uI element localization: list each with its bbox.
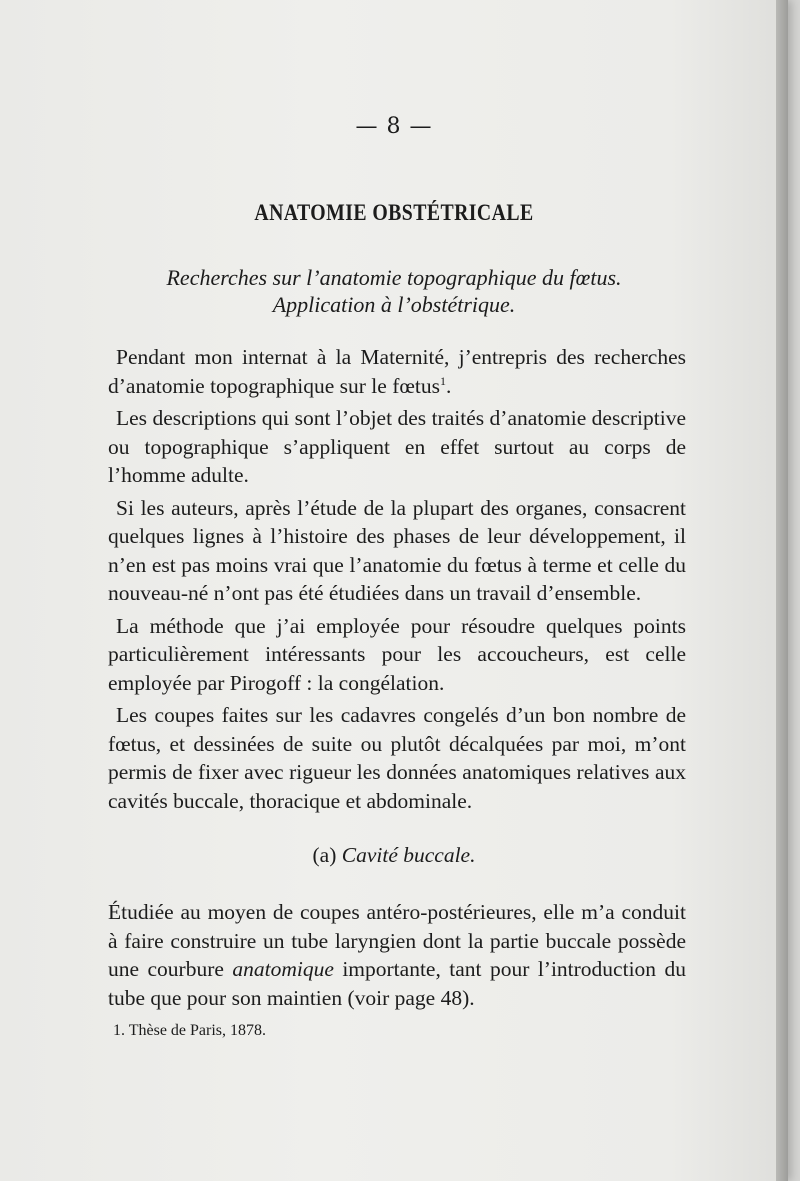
section-title: Cavité buccale. [341,843,476,867]
subtitle-line-1: Recherches sur l’anatomie topographique du fœtus. [166,265,622,290]
footnote-reference: 1 [439,373,446,388]
footnote: 1. Thèse de Paris, 1878. [113,1022,267,1039]
paragraph-2: Les descriptions qui sont l’objet des traités d’anatomie descriptive ou topographique s’appliquent en effet surtout au corps de l’homme adulte. [108,406,686,487]
section-marker: (a) [312,843,337,867]
section-heading [0,843,788,868]
chapter-heading: ANATOMIE OBSTÉTRICALE [254,200,534,225]
subtitle-line-2: Application à l’obstétrique. [272,292,516,317]
section-body [108,898,686,1012]
paragraph-1: Pendant mon internat à la Maternité, j’entrepris des recherches d’anatomie topographique sur le fœtus$^1$. [108,345,686,398]
paragraph-3: Si les auteurs, après l’étude de la plupart des organes, consacrent quelques lignes à l’histoire des phases de leur développement, il n’en est pas moins vrai que l’anatomie du fœtus à terme et celle du nouveau-né n’ont pas été étudiées dans un travail d’ensemble. [108,495,686,605]
page-edge [776,0,788,1181]
body-text [108,343,686,819]
paragraph-5: Les coupes faites sur les cadavres congelés d’un bon nombre de fœtus, et dessinées de suite ou plutôt décalquées par moi, m’ont permis de fixer avec rigueur les données anatomiques relatives aux cavités buccale, thoracique et abdominale. [108,703,686,813]
section-paragraph: Étudiée au moyen de coupes antéro-postérieures, elle m’a conduit à faire construire un tube laryngien dont la partie buccale possède une courbure anatomique importante, tant pour l’introduction du tube que pour son maintien (voir page 48). [108,900,686,1010]
emphasis: anatomique [232,957,334,981]
paragraph-4: La méthode que j’ai employée pour résoudre quelques points particulièrement intéressants pour les accoucheurs, est celle employée par Pirogoff : la congélation. [108,613,686,695]
page-number: — 8 — [355,114,433,139]
